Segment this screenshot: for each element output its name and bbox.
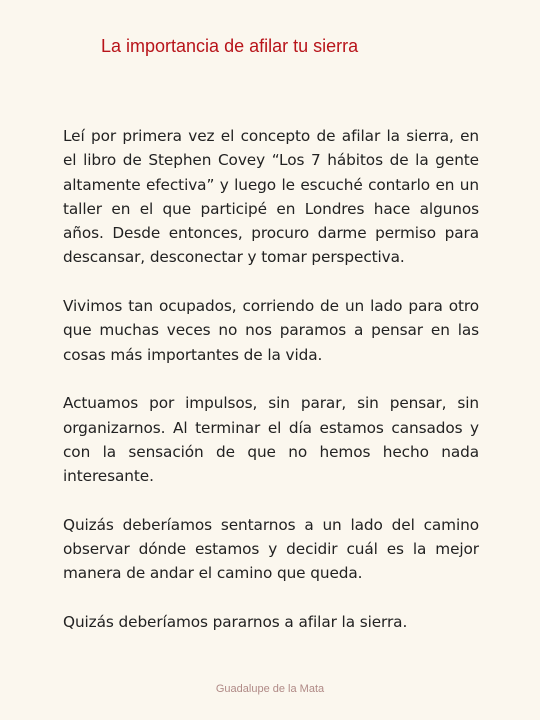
paragraph-1: Leí por primera vez el concepto de afilar la sierra, en el libro de Stephen Covey “Los 7 hábitos de la gente altamente efectiva” y luego le escuché contarlo en un taller en el que participé en Londres hace algunos años. Desde entonces, procuro darme permiso para descansar, desconectar y tomar perspectiva.	[63, 127, 479, 267]
document-body	[63, 124, 479, 659]
paragraph-3: Actuamos por impulsos, sin parar, sin pensar, sin organizarnos. Al terminar el día estamos cansados y con la sensación de que no hemos hecho nada interesante.	[63, 394, 479, 486]
paragraph-4: Quizás deberíamos sentarnos a un lado del camino observar dónde estamos y decidir cuál es la mejor manera de andar el camino que queda.	[63, 515, 479, 583]
paragraph-2: Vivimos tan ocupados, corriendo de un lado para otro que muchas veces no nos paramos a pensar en las cosas más importantes de la vida.	[63, 297, 479, 364]
paragraph-5: Quizás deberíamos pararnos a afilar la sierra.	[63, 612, 408, 631]
author-footer: Guadalupe de la Mata	[215, 683, 325, 695]
document-title: La importancia de afilar tu sierra	[101, 36, 359, 56]
